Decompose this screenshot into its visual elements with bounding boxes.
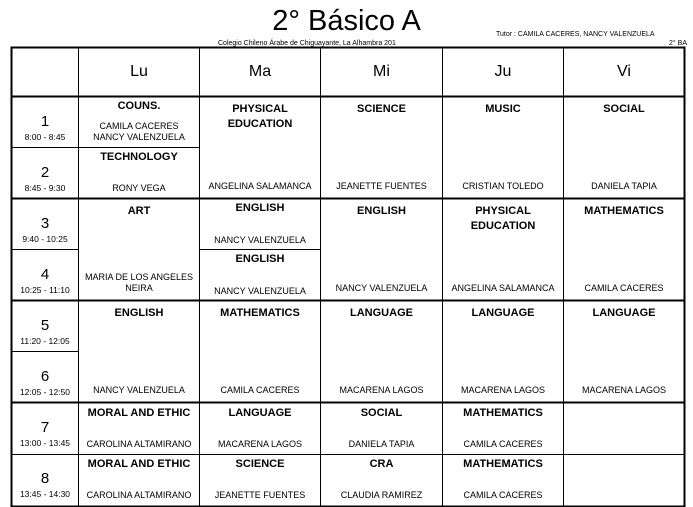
- lesson-teacher: NANCY VALENZUELA: [335, 283, 428, 293]
- lesson-teacher: CLAUDIA RAMIREZ: [340, 490, 423, 500]
- lesson-subject: CRA: [369, 458, 394, 470]
- lesson-subject: ENGLISH: [357, 205, 406, 217]
- lesson-teacher: CAMILA CACERES NANCY VALENZUELA: [93, 121, 185, 142]
- period-time: 9:40 - 10:25: [22, 234, 68, 244]
- day-header-ma: Ma: [248, 63, 272, 80]
- lesson-subject: MATHEMATICS: [584, 205, 664, 217]
- period-time: 13:45 - 14:30: [19, 489, 71, 499]
- lesson-subject: MUSIC: [485, 103, 521, 115]
- lesson-teacher: NANCY VALENZUELA: [214, 286, 306, 296]
- tutor-label: Tutor : CAMILA CACERES, NANCY VALENZUELA: [496, 31, 655, 38]
- class-code: 2° BA: [669, 40, 687, 47]
- lesson-subject: LANGUAGE: [592, 307, 656, 319]
- day-header-mi: Mi: [373, 63, 390, 80]
- lesson-teacher: CAROLINA ALTAMIRANO: [86, 490, 192, 500]
- period-number: 8: [40, 470, 50, 487]
- lesson-subject: SCIENCE: [357, 103, 406, 115]
- lesson-subject: SOCIAL: [360, 407, 403, 419]
- period-time: 11:20 - 12:05: [20, 336, 70, 346]
- lesson-subject: LANGUAGE: [228, 407, 292, 419]
- period-number: 3: [40, 215, 50, 232]
- lesson-teacher: JEANETTE FUENTES: [214, 490, 306, 500]
- lesson-teacher: CAMILA CACERES: [463, 439, 543, 449]
- lesson-subject: LANGUAGE: [350, 307, 413, 319]
- lesson-teacher: MACARENA LAGOS: [460, 385, 546, 395]
- lesson-teacher: CAMILA CACERES: [463, 490, 543, 500]
- lesson-subject: SCIENCE: [235, 458, 285, 470]
- lesson-teacher: ANGELINA SALAMANCA: [208, 181, 312, 191]
- lesson-teacher: ANGELINA SALAMANCA: [451, 283, 555, 293]
- lesson-subject: MORAL AND ETHIC: [87, 458, 191, 470]
- lesson-teacher: CAMILA CACERES: [220, 385, 300, 395]
- lesson-subject: ENGLISH: [235, 253, 285, 265]
- period-time: 8:45 - 9:30: [24, 183, 66, 193]
- period-number: 2: [40, 164, 50, 181]
- lesson-teacher: MARIA DE LOS ANGELES NEIRA: [84, 272, 194, 293]
- lesson-teacher: MACARENA LAGOS: [581, 385, 667, 395]
- lesson-teacher: CRISTIAN TOLEDO: [462, 181, 544, 191]
- lesson-teacher: MACARENA LAGOS: [339, 385, 424, 395]
- lesson-teacher: RONY VEGA: [112, 183, 166, 193]
- period-time: 12:05 - 12:50: [19, 387, 71, 397]
- lesson-subject: ART: [127, 205, 151, 217]
- period-number: 1: [40, 113, 50, 130]
- day-header-lu: Lu: [130, 63, 148, 80]
- lesson-subject: PHYSICAL EDUCATION: [470, 205, 536, 232]
- lesson-teacher: NANCY VALENZUELA: [93, 385, 185, 395]
- lesson-teacher: JEANETTE FUENTES: [336, 181, 427, 191]
- lesson-subject: MATHEMATICS: [463, 407, 543, 419]
- lesson-teacher: DANIELA TAPIA: [591, 181, 657, 191]
- lesson-teacher: CAMILA CACERES: [584, 283, 664, 293]
- lesson-subject: COUNS.: [117, 100, 161, 112]
- lesson-subject: MORAL AND ETHIC: [87, 407, 191, 419]
- page-title: 2° Básico A: [272, 5, 421, 37]
- period-time: 13:00 - 13:45: [19, 438, 71, 448]
- lesson-teacher: CAROLINA ALTAMIRANO: [86, 439, 192, 449]
- lesson-subject: MATHEMATICS: [220, 307, 300, 319]
- period-number: 6: [40, 368, 50, 385]
- period-time: 8:00 - 8:45: [24, 132, 66, 142]
- lesson-teacher: DANIELA TAPIA: [348, 439, 415, 449]
- lesson-subject: LANGUAGE: [471, 307, 535, 319]
- lesson-teacher: MACARENA LAGOS: [217, 439, 303, 449]
- period-number: 4: [40, 266, 50, 283]
- school-name: Colegio Chileno Árabe de Chiguayante, La Alhambra 201: [218, 40, 396, 47]
- lesson-subject: SOCIAL: [603, 103, 645, 115]
- period-time: 10:25 - 11:10: [20, 285, 70, 295]
- period-number: 7: [40, 419, 50, 436]
- lesson-subject: ENGLISH: [235, 202, 285, 214]
- period-number: 5: [40, 317, 50, 334]
- day-header-vi: Vi: [617, 63, 631, 80]
- day-header-ju: Ju: [494, 63, 512, 80]
- lesson-subject: MATHEMATICS: [463, 458, 543, 470]
- lesson-teacher: NANCY VALENZUELA: [214, 235, 306, 245]
- lesson-subject: PHYSICAL EDUCATION: [227, 103, 293, 130]
- lesson-subject: TECHNOLOGY: [100, 151, 178, 163]
- lesson-subject: ENGLISH: [114, 307, 164, 319]
